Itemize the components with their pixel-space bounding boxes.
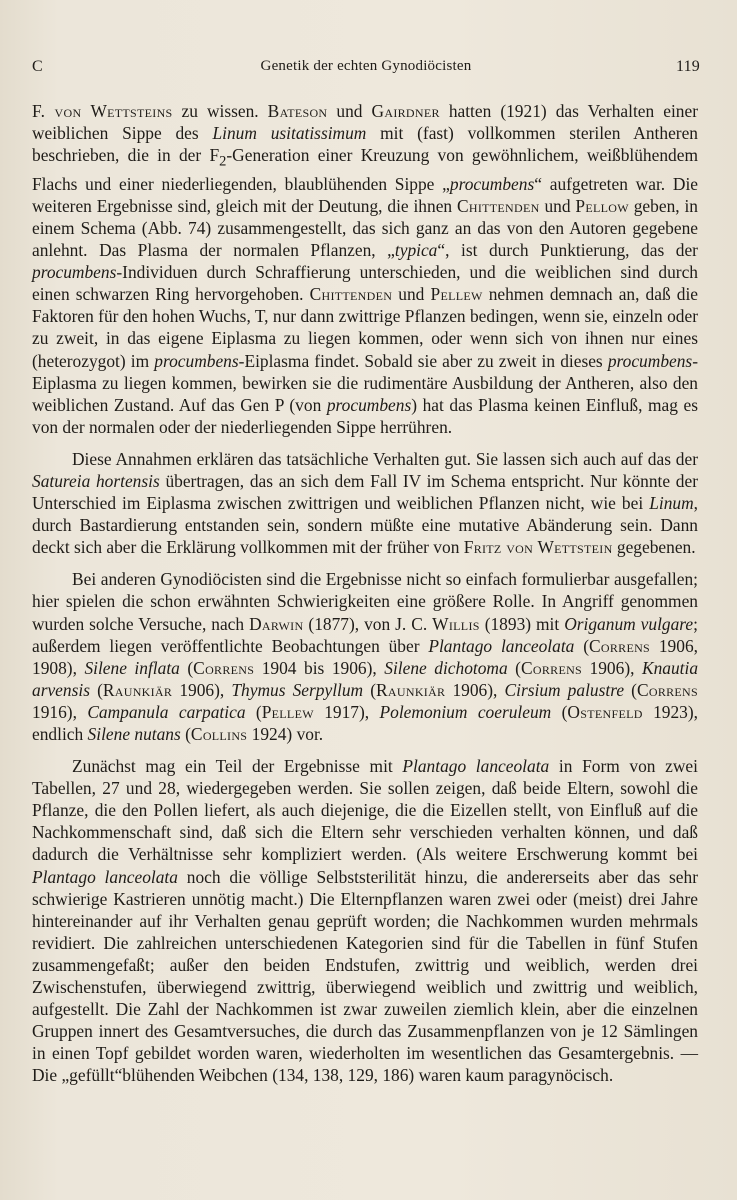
text-run: (: [551, 701, 568, 722]
subscript: 2: [219, 153, 227, 170]
text-run: zu wissen.: [172, 101, 268, 121]
italic-term: Linum usitatissimum: [212, 123, 367, 144]
author-name: Correns: [588, 635, 651, 656]
italic-term: Campanula carpatica: [87, 701, 246, 722]
italic-term: procumbens: [32, 262, 117, 283]
text-run: -Eiplasma zu liegen kommen, bewirken sie die rudimentäre Ausbildung der Antheren, also den weiblichen Zustand. Auf das Gen P (von: [32, 350, 698, 415]
text-run: (: [363, 679, 377, 700]
author-name: Pellow: [575, 195, 629, 216]
text-run: , durch Bastardierung entstanden sein, sondern müßte eine mutative Abänderung sein. Dann deckt sich aber die Erklärung vollkommen mit der früher von: [32, 493, 698, 558]
italic-term: Knautia arvensis: [32, 657, 699, 700]
text-run: (1877), von J. C.: [303, 613, 433, 634]
author-name: Fritz von Wettstein: [463, 537, 613, 558]
header-chapter-mark: C: [32, 58, 43, 75]
text-run: und: [327, 101, 372, 121]
text-run: und: [392, 284, 431, 305]
italic-term: Plantago lanceolata: [32, 866, 178, 887]
author-name: Correns: [636, 679, 698, 700]
author-name: Correns: [193, 657, 255, 678]
text-run: (: [507, 657, 521, 678]
italic-term: procumbens: [607, 350, 693, 371]
text-run: (: [624, 679, 637, 700]
italic-term: Linum: [649, 493, 694, 514]
text-run: 1906),: [445, 679, 505, 700]
text-run: übertragen, das an sich dem Fall IV im Schema entspricht. Nur könnte der Unterschied im Eiplasma zwischen zwittrigen und weiblichen Pflanzen nicht, wie bei: [32, 470, 698, 514]
text-run: ; außerdem liegen veröffentlichte Beobachtungen über: [32, 613, 698, 656]
italic-term: Polemonium coeruleum: [379, 701, 552, 722]
italic-term: Silene inflata: [84, 657, 180, 678]
italic-term: Silene nutans: [87, 724, 181, 744]
italic-term: Plantago lanceolata: [402, 756, 550, 777]
italic-term: Satureia hortensis: [32, 470, 160, 491]
author-name: Gairdner: [371, 101, 440, 121]
text-run: -Individuen durch Schraffierung unterschieden, und die weiblichen sind durch einen schwarzen Ring hervorgehoben.: [32, 262, 698, 305]
text-run: “, ist durch Punktierung, das der: [437, 240, 698, 261]
text-run: (: [245, 701, 262, 722]
text-run: Diese Annahmen erklären das tatsächliche Verhalten gut. Sie lassen sich auch auf das der: [72, 448, 698, 469]
paragraph-4: [32, 755, 698, 1086]
author-name: Bateson: [267, 101, 328, 121]
text-run: mit (fast) vollkommen sterilen Antheren beschrieben, die in der F: [32, 123, 699, 166]
author-name: Pellew: [430, 284, 483, 305]
page-number: 119: [675, 58, 700, 75]
italic-term: procumbens: [326, 394, 412, 415]
author-name: Willis: [432, 613, 480, 634]
author-name: Pellew: [261, 701, 314, 722]
text-run: “ aufgetreten war. Die weiteren Ergebnisse sind, gleich mit der Deutung, die ihnen: [32, 173, 698, 216]
paragraph-3: [32, 568, 698, 745]
author-name: Chittenden: [456, 195, 540, 216]
text-run: 1906),: [582, 657, 642, 678]
italic-term: procumbens: [154, 350, 239, 371]
italic-term: Origanum vulgare: [564, 613, 694, 634]
italic-term: typica: [394, 240, 438, 261]
text-run: (: [89, 679, 103, 700]
body-text: [32, 100, 698, 1087]
author-name: Darwin: [249, 613, 304, 634]
text-run: Bei anderen Gynodiöcisten sind die Ergebnisse nicht so einfach formulierbar ausgefallen; hier spielen die schon erwähnten Schwierigkeiten eine größere Rolle. In Angriff genommen wurden solche Versuche, nach: [32, 569, 698, 634]
author-name: Raunkiär: [376, 679, 446, 700]
header-title: Genetik der echten Gynodiöcisten: [260, 58, 472, 74]
text-run: -Generation einer Kreuzung von gewöhnlichem, weißblühendem Flachs und einer niederliegenden, blaublühenden Sippe „: [32, 145, 698, 194]
text-run: (: [179, 657, 194, 678]
text-run: 1916),: [32, 701, 88, 722]
italic-term: Plantago lanceolata: [428, 635, 575, 656]
italic-term: procumbens: [449, 173, 535, 194]
italic-term: Thymus Serpyllum: [231, 679, 364, 700]
text-run: und: [539, 195, 576, 216]
text-run: ) hat das Plasma keinen Einfluß, mag es von der normalen oder der niederliegenden Sippe herrühren.: [32, 394, 698, 437]
author-name: F. von Wettsteins: [32, 101, 173, 121]
text-run: Zunächst mag ein Teil der Ergebnisse mit: [72, 756, 403, 777]
text-run: gegebenen.: [612, 537, 696, 558]
text-run: 1906, 1908),: [32, 635, 698, 678]
author-name: Ostenfeld: [567, 701, 643, 722]
italic-term: Cirsium palustre: [504, 679, 625, 700]
text-run: (: [574, 635, 589, 656]
paragraph-2: [32, 448, 698, 558]
running-header: [32, 58, 700, 82]
text-run: hatten (1921) das Verhalten einer weiblichen Sippe des: [32, 101, 698, 144]
author-name: Collins: [190, 724, 248, 744]
author-name: Correns: [520, 657, 583, 678]
author-name: Raunkiär: [102, 679, 173, 700]
text-run: noch die völlige Selbststerilität hinzu, die andererseits aber das sehr schwierige Kastrieren unnötig macht.) Die Elternpflanzen waren zwei oder (meist) drei Jahre hintereinander auf ihr Verhalten genau geprüft worden; die Nachkommen wurden mehrmals revidiert. Die zahlreichen unterschiedenen Kategorien sind für die Tabellen in fünf Stufen zusammengefaßt; außer den beiden Endstufen, zwittrig und weiblich, werden drei Zwischenstufen, überwiegend zwittrig, überwiegend weiblich und zwittrig und weiblich, aufgestellt. Die Zahl der Nachkommen ist zwar zuweilen ziemlich klein, aber die einzelnen Gruppen innert des Gesamtversuches, die durch das Zusammenpflanzen von je 12 Sämlingen in einen Topf gebildet worden waren, wiederholten im wesentlichen das Gesamtergebnis. — Die „gefüllt“blühenden Weibchen (134, 138, 129, 186) waren kaum paragynöcisch.: [32, 866, 699, 1086]
text-run: nehmen demnach an, daß die Faktoren für den hohen Wuchs, T, nur dann zwittrige Pflanzen bedingen, wenn sie, einzeln oder zu zweit, in das eigene Eiplasma zu liegen kommen, oder wenn sich von ihnen nur eines (heterozygot) im: [32, 284, 699, 371]
text-run: 1917),: [313, 701, 380, 722]
text-run: in Form von zwei Tabellen, 27 und 28, wiedergegeben werden. Sie sollen zeigen, daß beide Eltern, sowohl die Pflanze, die den Pollen liefert, als auch diejenige, die die Eizellen stellt, von Einfluß auf die Nachkommenschaft sind, daß sich die Eltern sehr verschieden verhalten können, und daß dadurch die Verhältnisse sehr kompliziert werden. (Als weitere Erschwerung kommt bei: [32, 756, 698, 865]
paragraph-1: [32, 100, 698, 438]
text-run: (: [180, 724, 191, 744]
author-name: Chittenden: [309, 284, 393, 305]
text-run: 1906),: [172, 679, 232, 700]
text-run: (1893) mit: [479, 613, 565, 634]
text-run: 1923), endlich: [32, 701, 698, 744]
text-run: geben, in einem Schema (Abb. 74) zusammengestellt, das sich ganz an das von den Autoren gegebene anlehnt. Das Plasma der normalen Pflanzen, „: [32, 195, 699, 261]
text-run: 1924) vor.: [247, 724, 324, 744]
text-run: -Eiplasma findet. Sobald sie aber zu zweit in dieses: [238, 350, 608, 371]
text-run: 1904 bis 1906),: [254, 657, 385, 678]
italic-term: Silene dichotoma: [384, 657, 508, 678]
